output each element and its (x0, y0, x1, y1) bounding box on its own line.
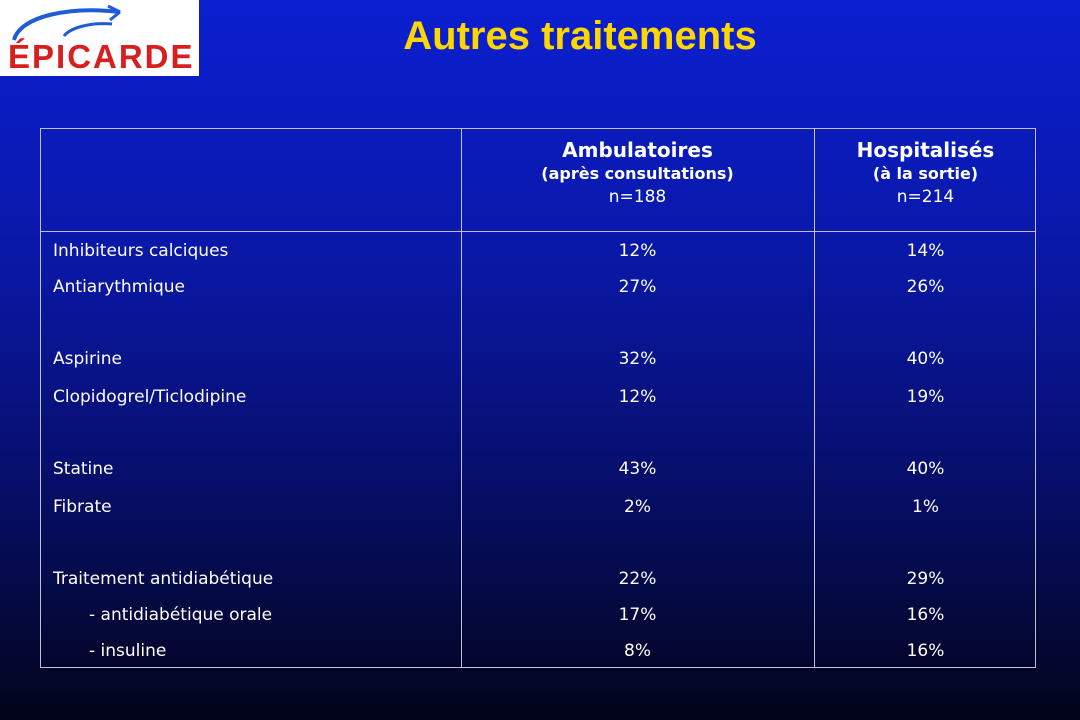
logo-text: ÉPICARDE (8, 38, 195, 75)
value-hospitalises: 16% (906, 605, 945, 625)
value-hospitalises: 16% (906, 641, 945, 661)
value-hospitalises: 1% (912, 497, 939, 517)
treatments-table (40, 128, 1036, 668)
column-count: n=214 (896, 187, 955, 207)
column-title: Hospitalisés (856, 138, 995, 162)
value-ambulatoires: 2% (624, 497, 651, 517)
column-subtitle: (après consultations) (541, 164, 734, 183)
table-row (41, 238, 1035, 264)
value-hospitalises: 40% (906, 459, 945, 479)
table-row (41, 384, 1035, 410)
table-row (41, 456, 1035, 482)
column-count: n=188 (608, 187, 667, 207)
value-hospitalises: 40% (906, 349, 945, 369)
value-ambulatoires: 43% (618, 459, 657, 479)
column-header-hospitalises (814, 137, 1037, 209)
row-label: Statine (53, 459, 114, 479)
table-row (41, 274, 1035, 300)
table-row (41, 494, 1035, 520)
value-ambulatoires: 17% (618, 605, 657, 625)
value-hospitalises: 14% (906, 241, 945, 261)
value-ambulatoires: 32% (618, 349, 657, 369)
value-hospitalises: 29% (906, 569, 945, 589)
row-label: - insuline (89, 641, 167, 661)
row-label: Fibrate (53, 497, 112, 517)
header-divider (41, 231, 1035, 232)
table-row (41, 566, 1035, 592)
row-label: Aspirine (53, 349, 122, 369)
page-title: Autres traitements (403, 14, 757, 58)
column-subtitle: (à la sortie) (872, 164, 979, 183)
row-label: Clopidogrel/Ticlodipine (53, 387, 247, 407)
value-ambulatoires: 8% (624, 641, 651, 661)
row-label: Inhibiteurs calciques (53, 241, 229, 261)
column-title: Ambulatoires (562, 138, 713, 162)
value-hospitalises: 19% (906, 387, 945, 407)
table-row (41, 346, 1035, 372)
value-ambulatoires: 12% (618, 387, 657, 407)
row-label: Traitement antidiabétique (53, 569, 274, 589)
row-label: - antidiabétique orale (89, 605, 273, 625)
table-row (41, 602, 1035, 628)
table-row (41, 638, 1035, 664)
value-ambulatoires: 22% (618, 569, 657, 589)
value-hospitalises: 26% (906, 277, 945, 297)
column-header-ambulatoires (461, 137, 814, 209)
row-label: Antiarythmique (53, 277, 186, 297)
value-ambulatoires: 27% (618, 277, 657, 297)
value-ambulatoires: 12% (618, 241, 657, 261)
